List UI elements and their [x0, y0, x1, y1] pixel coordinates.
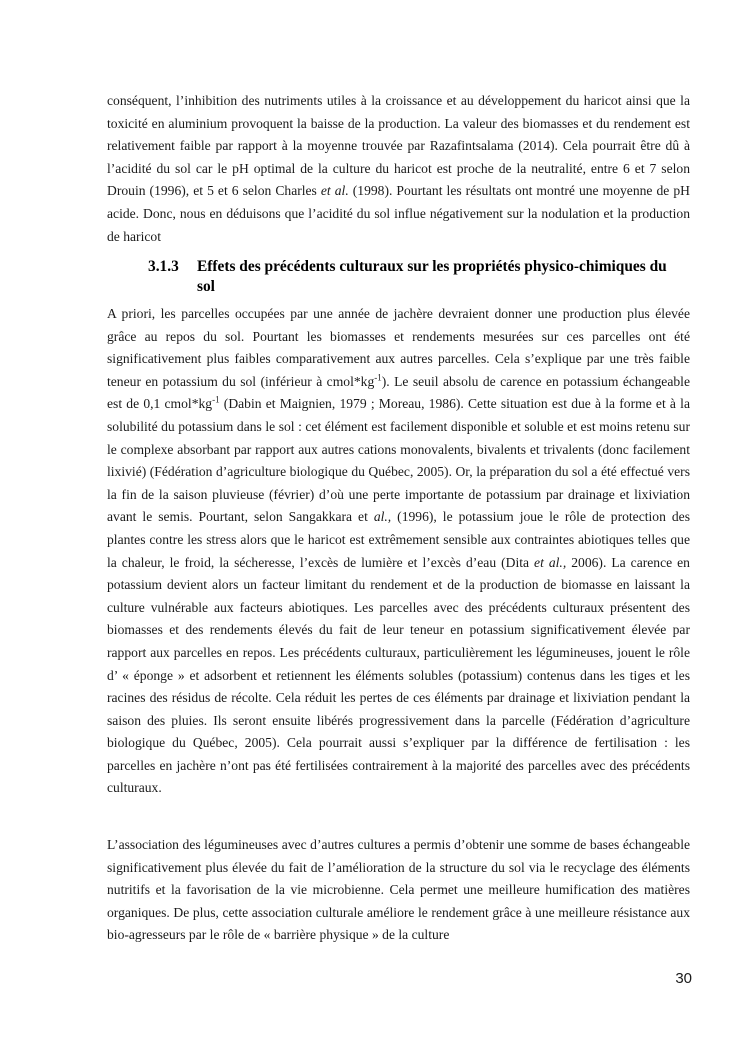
section-number: 3.1.3 [148, 258, 179, 275]
superscript-run: -1 [374, 372, 382, 383]
italic-run: et al. [320, 183, 349, 199]
section-title: Effets des précédents culturaux sur les propriétés physico-chimiques du sol [197, 258, 667, 295]
paragraph-1: conséquent, l’inhibition des nutriments utiles à la croissance et au développement du haricot ainsi que la toxicité en aluminium provoquent la baisse de la production. La valeur des biomasses et du rendement est relativement faible par rapport à la moyenne trouvée par Razafintsalama (2014). Cela pourrait être dû à l’acidité du sol car le pH optimal de la culture du haricot est proche de la neutralité, entre 6 et 7 selon Drouin (1996), et 5 et 6 selon Charles et al. (1998). Pourtant les résultats ont montré une moyenne de pH acide. Donc, nous en déduisons que l’acidité du sol influe négativement sur la nodulation et la production de haricot [107, 93, 690, 244]
section-heading [148, 257, 678, 297]
superscript-run: -1 [212, 394, 220, 405]
italic-run: et al., [534, 554, 567, 570]
italic-run: al., [373, 509, 392, 525]
paragraph-3: L’association des légumineuses avec d’autres cultures a permis d’obtenir une somme de bases échangeable significativement plus élevée du fait de l’amélioration de la structure du sol via le recyclage des éléments nutritifs et la favorisation de la vie microbienne. Cela permet une meilleure humification des matières organiques. De plus, cette association culturale améliore le rendement grâce à une meilleure résistance aux bio-agresseurs par le rôle de « barrière physique » de la culture [107, 837, 690, 943]
paragraph-2: A priori, les parcelles occupées par une année de jachère devraient donner une production plus élevée grâce au repos du sol. Pourtant les biomasses et rendements mesurées sur ces parcelles ont été significativement plus faibles comparativement aux autres parcelles. Cela s’explique par une très faible teneur en potassium du sol (inférieur à $cmol*kg^{-1}$). Le seuil absolu de carence en potassium échangeable est de 0,1 $cmol*kg^{-1}$ (Dabin et Maignien, 1979 ; Moreau, 1986). Cette situation est due à la forme et à la solubilité du potassium dans le sol : cet élément est facilement disponible et soluble et est moins retenu sur le complexe absorbant par rapport aux autres cations monovalents, bivalents et trivalents (donc facilement lixivié) (Fédération d’agriculture biologique du Québec, 2005). Or, la préparation du sol a été effectué vers la fin de la saison pluvieuse (février) d’où une perte importante de potassium par drainage et lixiviation avant le semis. Pourtant, selon Sangakkara et al., (1996), le potassium joue le rôle de protection des plantes contre les stress alors que le haricot est extrêmement sensible aux contraintes abiotiques telles que la chaleur, le froid, la sécheresse, l’excès de lumière et l’excès d’eau (Dita et al., 2006). La carence en potassium devient alors un facteur limitant du rendement et de la production de biomasse en laissant la culture vulnérable aux facteurs abiotiques. Les parcelles avec des précédents culturaux présentent des biomasses et des rendements élevés du fait de leur teneur en potassium significativement élevée par rapport aux parcelles en repos. Les précédents culturaux, particulièrement les légumineuses, jouent le rôle d’ « éponge » et adsorbent et retiennent les éléments solubles (potassium) contenus dans les tiges et les racines des résidus de récolte. Cela réduit les pertes de ces éléments par drainage et lixiviation pendant la saison des pluies. Ils seront ensuite libérés progressivement dans la parcelle (Fédération d’agriculture biologique du Québec, 2005). Cela pourrait aussi s’expliquer par la différence de fertilisation : les parcelles en jachère n’ont pas été fertilisées contrairement à la majorité des parcelles avec des précédents culturaux. [107, 306, 690, 796]
page-number: 30 [675, 970, 692, 987]
